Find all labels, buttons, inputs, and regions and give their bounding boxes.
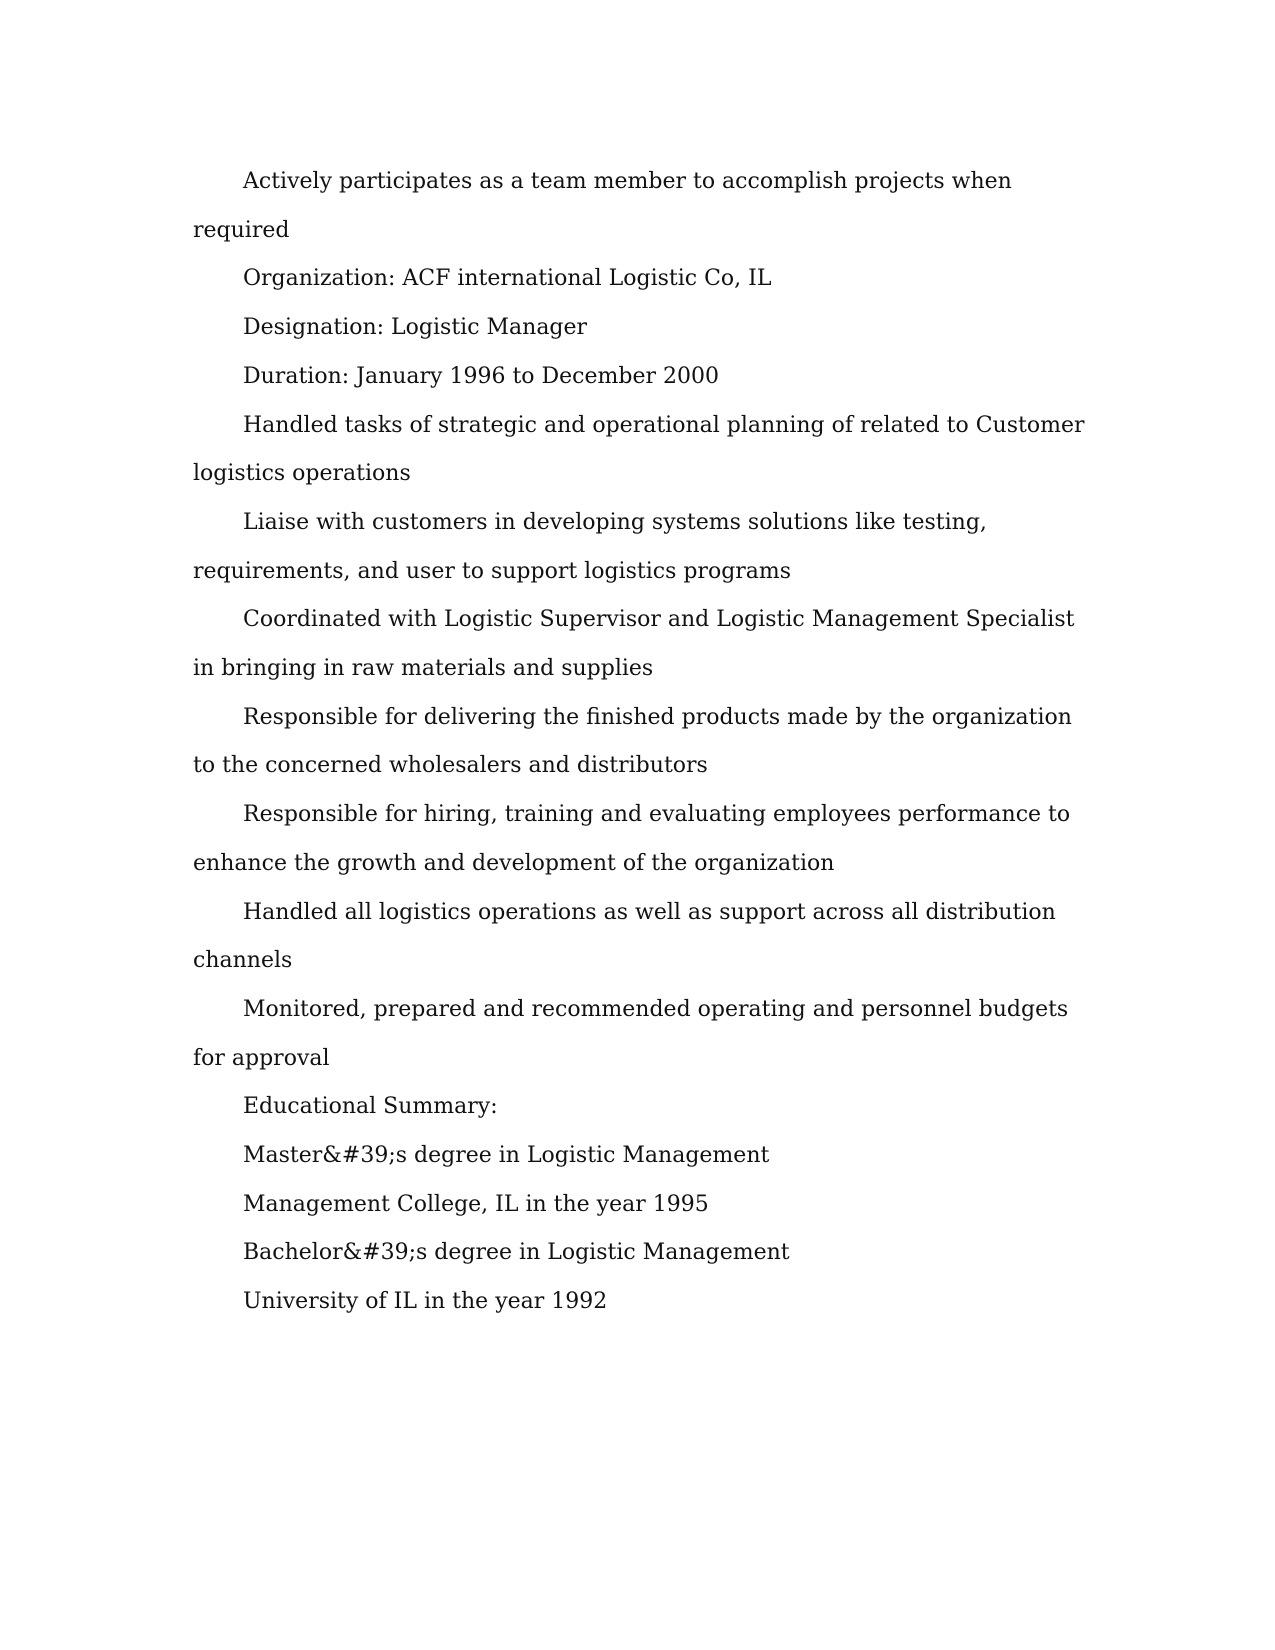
paragraph-organization: Organization: ACF international Logistic Co, IL [243, 266, 772, 292]
section-heading-education: Educational Summary: [243, 1094, 498, 1120]
paragraph-masters-degree: Master&#39;s degree in Logistic Management [243, 1143, 770, 1169]
paragraph-liaise-customers: Liaise with customers in developing systems solutions like testing, requirements, and user to support logistics programs [193, 509, 987, 584]
paragraph-budgets: Monitored, prepared and recommended operating and personnel budgets for approval [193, 996, 1069, 1071]
paragraph-management-college: Management College, IL in the year 1995 [243, 1191, 709, 1217]
paragraph-bachelors-degree: Bachelor&#39;s degree in Logistic Management [243, 1240, 790, 1266]
paragraph-duration: Duration: January 1996 to December 2000 [243, 363, 719, 389]
document-body [193, 158, 1093, 1327]
paragraph-delivering-products: Responsible for delivering the finished products made by the organization to the concerned wholesalers and distributors [193, 704, 1072, 779]
paragraph-team-member: Actively participates as a team member to accomplish projects when required [193, 169, 1012, 243]
paragraph-strategic-planning: Handled tasks of strategic and operational planning of related to Customer logistics operations [193, 412, 1085, 487]
paragraph-designation: Designation: Logistic Manager [243, 315, 588, 341]
paragraph-university: University of IL in the year 1992 [243, 1289, 608, 1315]
paragraph-hiring-training: Responsible for hiring, training and evaluating employees performance to enhance the growth and development of the organization [193, 802, 1071, 876]
paragraph-coordinated: Coordinated with Logistic Supervisor and Logistic Management Specialist in bringing in raw materials and supplies [193, 607, 1075, 682]
paragraph-logistics-operations: Handled all logistics operations as well as support across all distribution channels [193, 899, 1056, 974]
